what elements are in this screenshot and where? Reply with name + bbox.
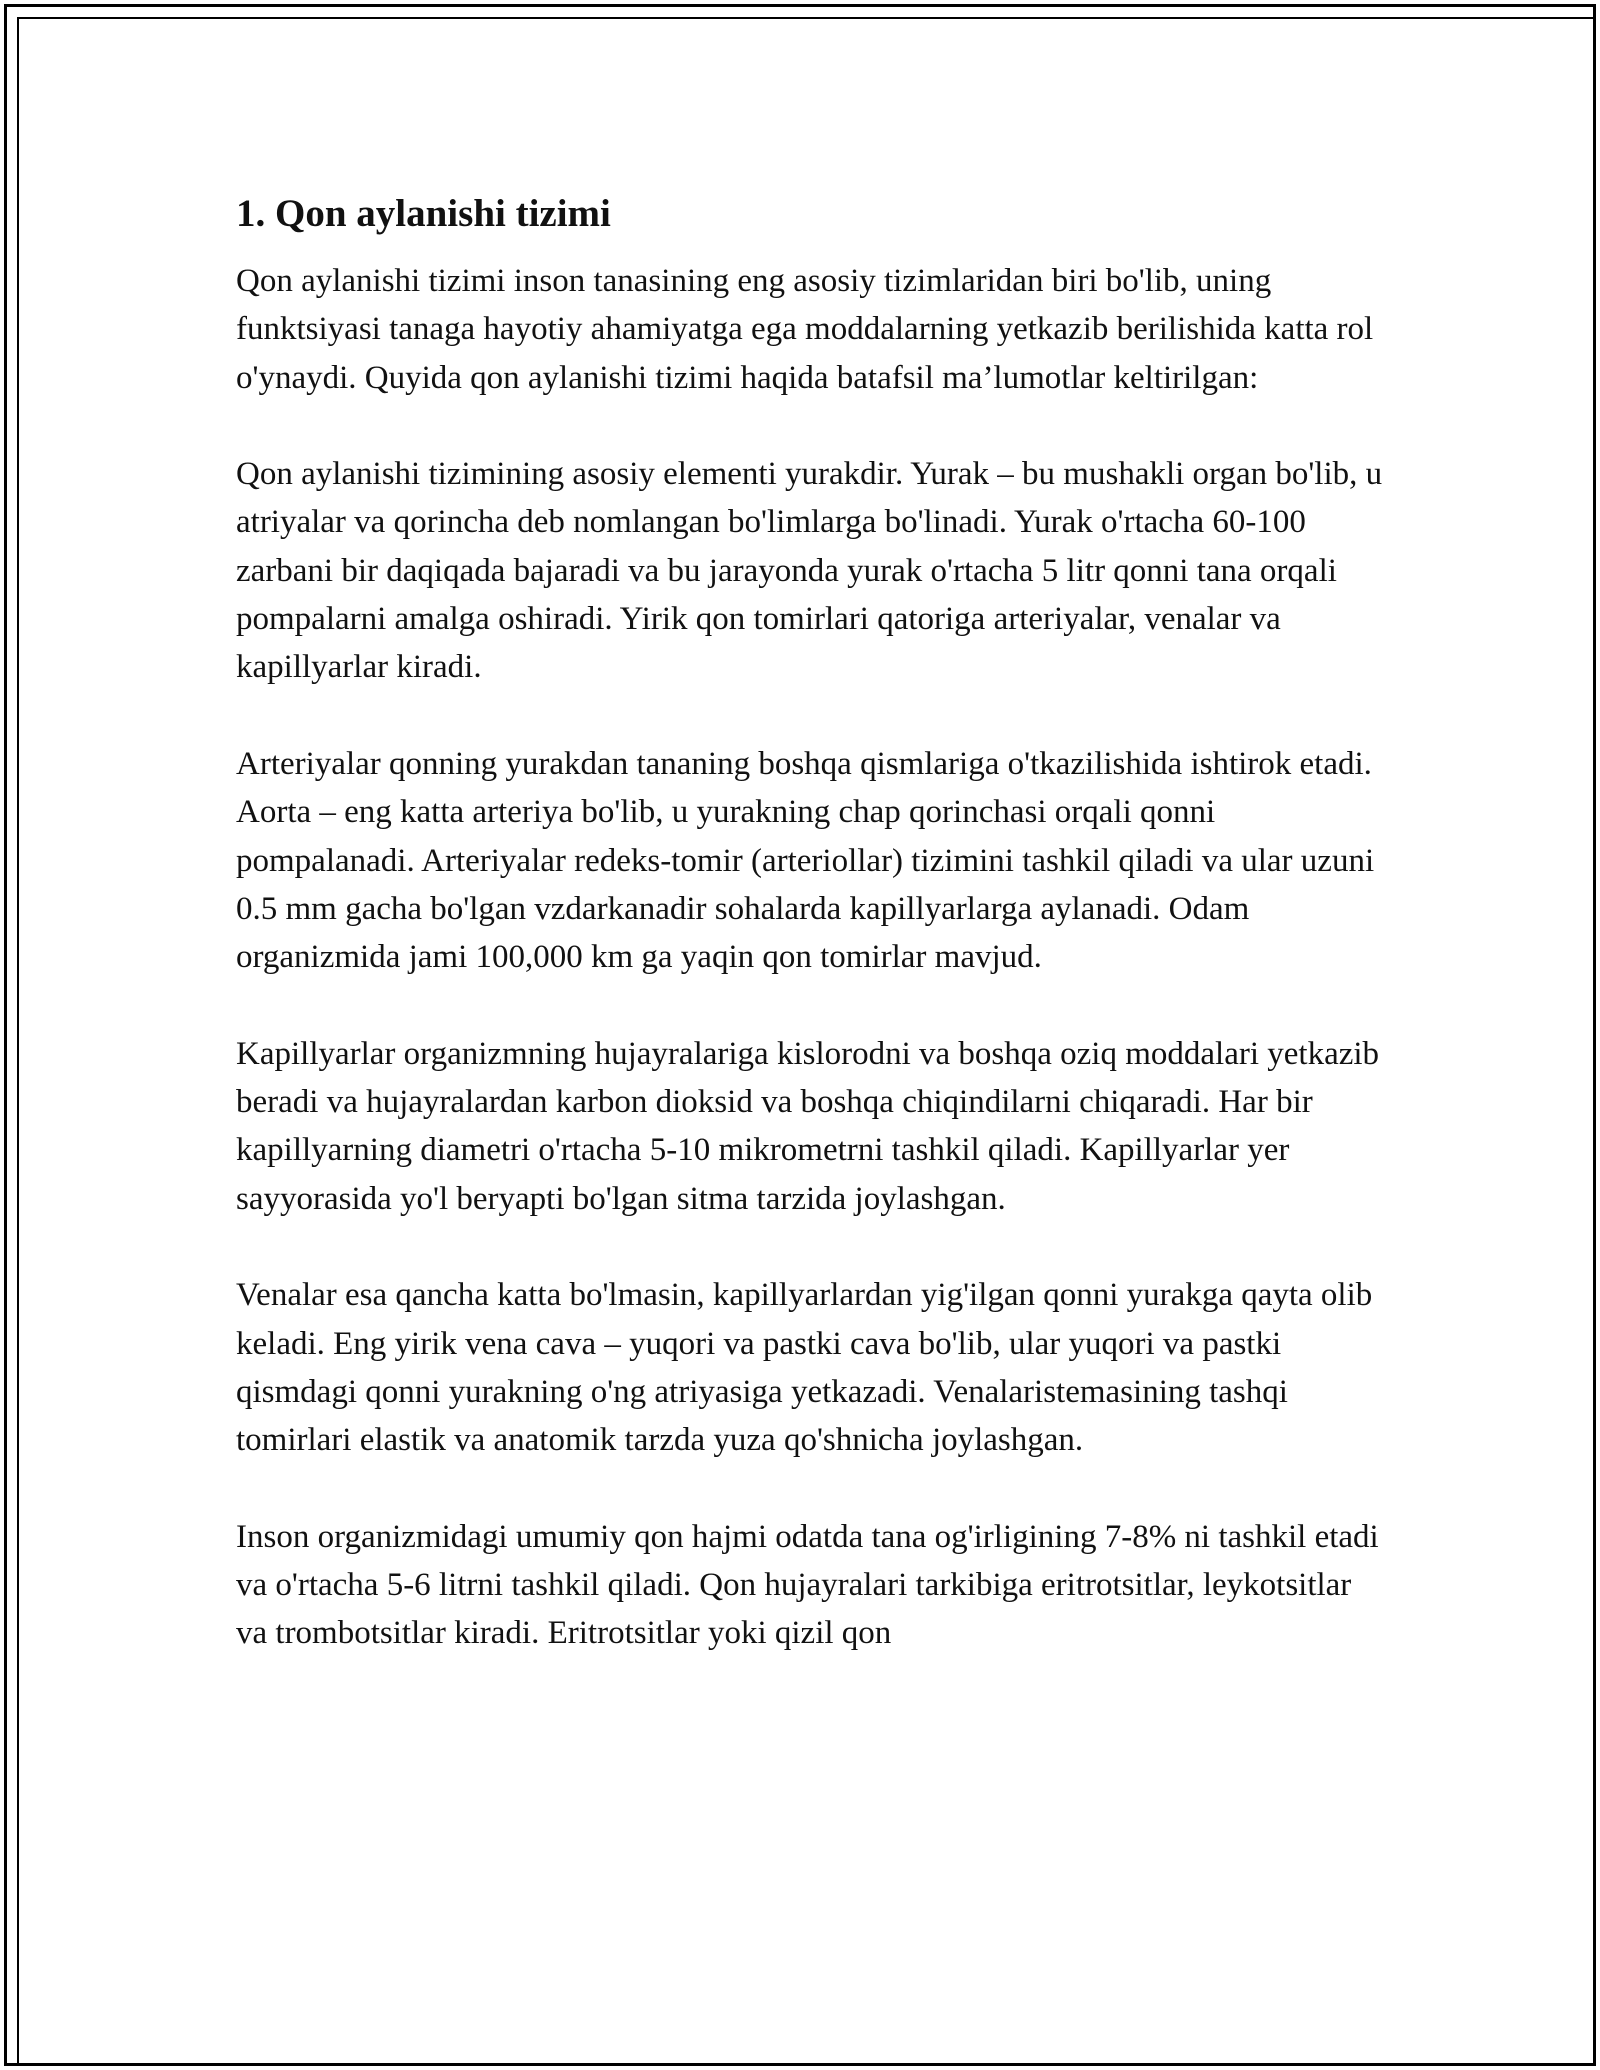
paragraph-capillaries: Kapillyarlar organizmning hujayralariga kislorodni va boshqa oziq moddalari yetkazib beradi va hujayralardan karbon dioksid va boshqa chiqindilarni chiqaradi. Har bir kapillyarning diametri o'rtacha 5-10 mikrometrni tashkil qiladi. Kapillyarlar yer sayyorasida yo'l beryapti bo'lgan sitma tarzida joylashgan. [236,1035,1380,1217]
paragraph-heart: Qon aylanishi tizimining asosiy elementi yurakdir. Yurak – bu mushakli organ bo'lib, u atriyalar va qorincha deb nomlangan bo'limlarga bo'linadi. Yurak o'rtacha 60-100 zarbani bir daqiqada bajaradi va bu jarayonda yurak o'rtacha 5 litr qonni tana orqali pompalarni amalga oshiradi. Yirik qon tomirlari qatoriga arteriyalar, venalar va kapillyarlar kiradi. [236,456,1383,686]
paragraph-veins: Venalar esa qancha katta bo'lmasin, kapillyarlardan yig'ilgan qonni yurakga qayta olib keladi. Eng yirik vena cava – yuqori va pastki cava bo'lib, ular yuqori va pastki qismdagi qonni yurakning o'ng atriyasiga yetkazadi. Venalaristemasining tashqi tomirlari elastik va anatomik tarzda yuza qo'shnicha joylashgan. [236,1277,1373,1459]
paragraph-blood-volume: Inson organizmidagi umumiy qon hajmi odatda tana og'irligining 7-8% ni tashkil etadi va o'rtacha 5-6 litrni tashkil qiladi. Qon hujayralari tarkibiga eritrotsitlar, leykotsitlar va trombotsitlar kiradi. Eritrotsitlar yoki qizil qon [236,1518,1379,1652]
section-heading: 1. Qon aylanishi tizimi [236,192,611,235]
paragraph-arteries: Arteriyalar qonning yurakdan tananing boshqa qismlariga o'tkazilishida ishtirok etadi. Aorta – eng katta arteriya bo'lib, u yurakning chap qorinchasi orqali qonni pompalanadi. Arteriyalar redeks-tomir (arteriollar) tizimini tashkil qiladi va ular uzuni 0.5 mm gacha bo'lgan vzdarkanadir sohalarda kapillyarlarga aylanadi. Odam organizmida jami 100,000 km ga yaqin qon tomirlar mavjud. [236,745,1375,976]
document-body [236,188,1386,1658]
paragraph-intro: Qon aylanishi tizimi inson tanasining eng asosiy tizimlaridan biri bo'lib, uning funktsiyasi tanaga hayotiy ahamiyatga ega moddalarning yetkazib berilishida katta rol o'ynaydi. Quyida qon aylanishi tizimi haqida batafsil ma’lumotlar keltirilgan: [236,263,1374,396]
